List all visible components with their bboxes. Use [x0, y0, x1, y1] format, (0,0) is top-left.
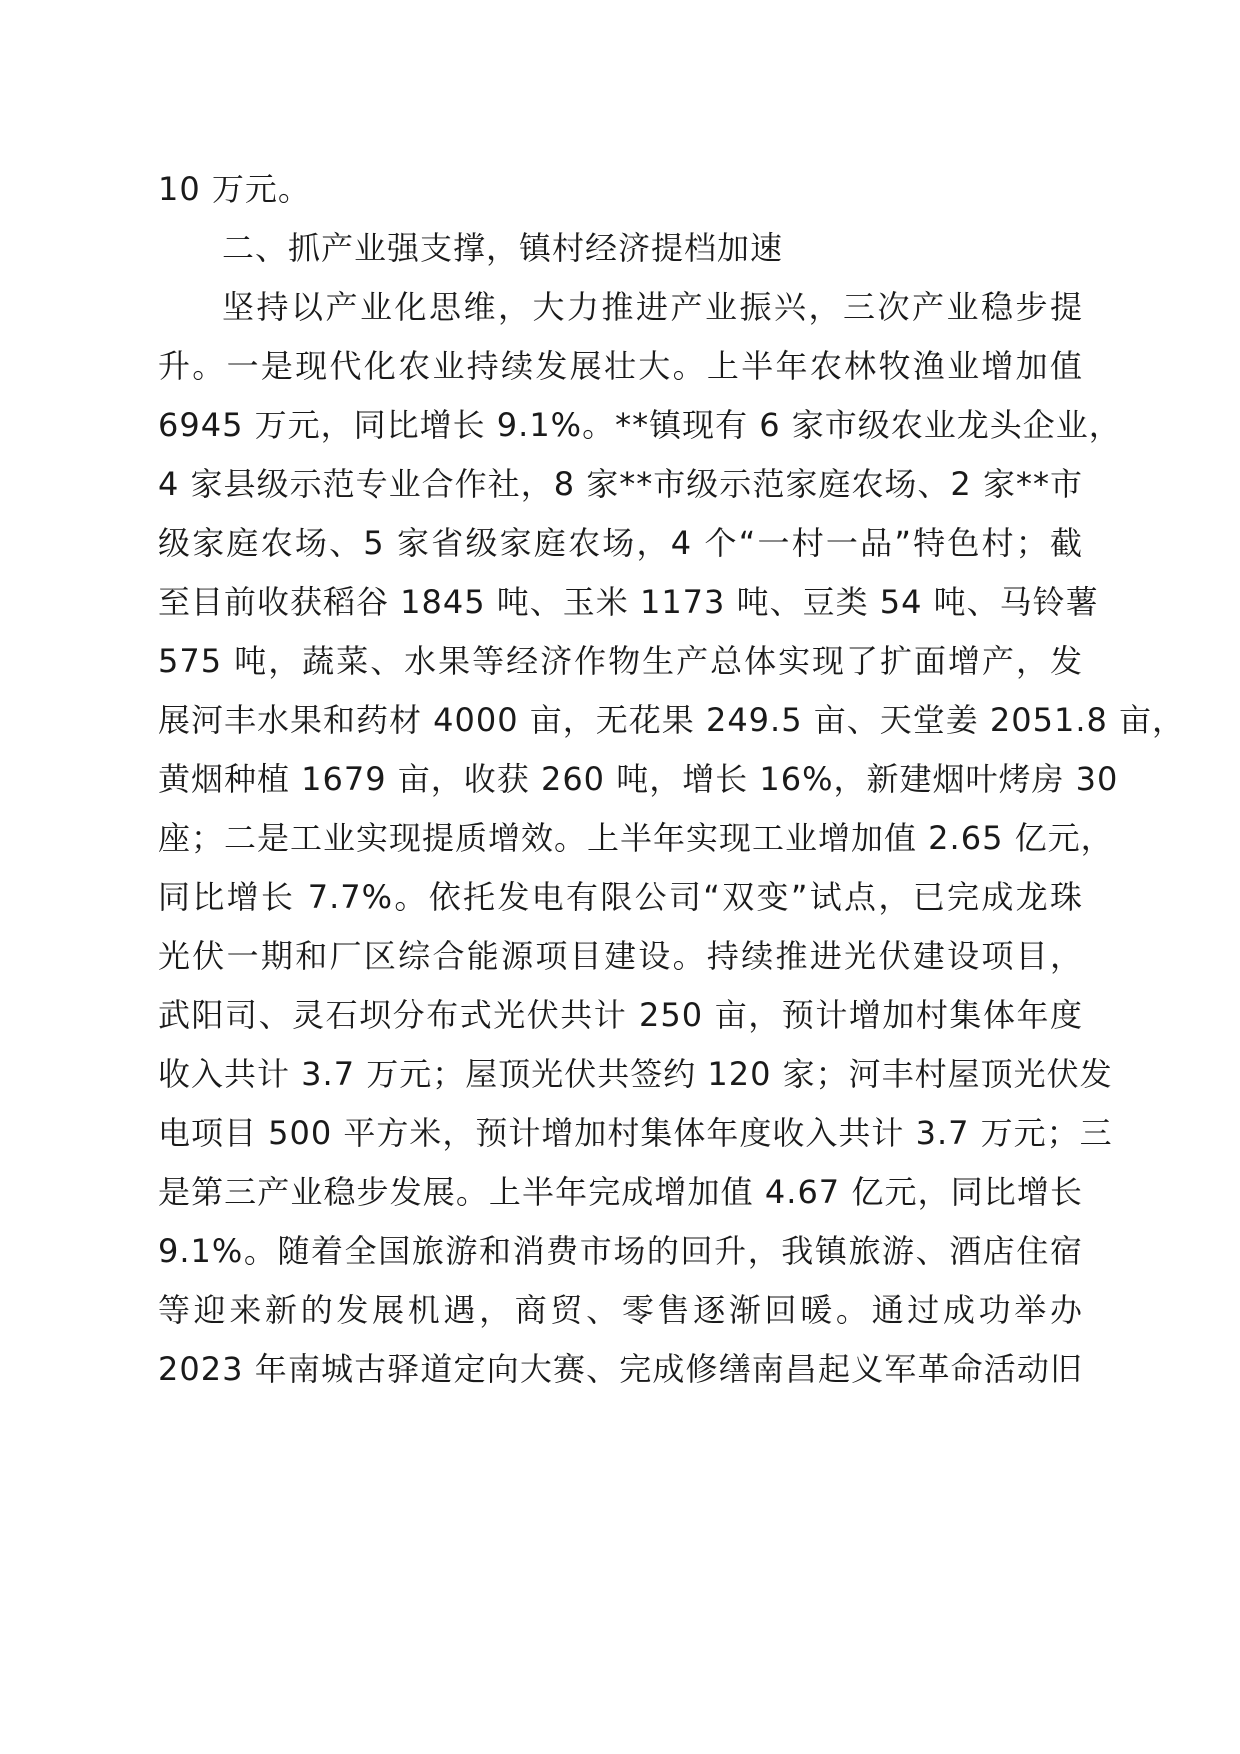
- text-line: 10 万元。: [158, 170, 311, 208]
- text-line: 9.1%。随着全国旅游和消费市场的回升，我镇旅游、酒店住宿: [158, 1232, 1083, 1270]
- text-line: 级家庭农场、5 家省级家庭农场，4 个“一村一品”特色村；截: [158, 524, 1083, 562]
- text-line: 575 吨，蔬菜、水果等经济作物生产总体实现了扩面增产，发: [158, 642, 1083, 680]
- text-line: 6945 万元，同比增长 9.1%。**镇现有 6 家市级农业龙头企业，: [158, 406, 1122, 444]
- text-line: 等迎来新的发展机遇，商贸、零售逐渐回暖。通过成功举办: [158, 1291, 1083, 1329]
- text-line: 光伏一期和厂区综合能源项目建设。持续推进光伏建设项目，: [158, 937, 1083, 975]
- text-line: 展河丰水果和药材 4000 亩，无花果 249.5 亩、天堂姜 2051.8 亩，: [158, 701, 1186, 739]
- text-line: 升。一是现代化农业持续发展壮大。上半年农林牧渔业增加值: [158, 347, 1083, 385]
- section-heading: 二、抓产业强支撑，镇村经济提档加速: [222, 229, 784, 267]
- text-line: 黄烟种植 1679 亩，收获 260 吨，增长 16%，新建烟叶烤房 30: [158, 760, 1119, 798]
- text-line: 坚持以产业化思维，大力推进产业振兴，三次产业稳步提: [222, 288, 1083, 326]
- text-line: 同比增长 7.7%。依托发电有限公司“双变”试点，已完成龙珠: [158, 878, 1083, 916]
- text-line: 电项目 500 平方米，预计增加村集体年度收入共计 3.7 万元；三: [158, 1114, 1113, 1152]
- text-line: 至目前收获稻谷 1845 吨、玉米 1173 吨、豆类 54 吨、马铃薯: [158, 583, 1099, 621]
- text-line: 4 家县级示范专业合作社，8 家**市级示范家庭农场、2 家**市: [158, 465, 1083, 503]
- text-line: 座；二是工业实现提质增效。上半年实现工业增加值 2.65 亿元，: [158, 819, 1114, 857]
- text-line: 收入共计 3.7 万元；屋顶光伏共签约 120 家；河丰村屋顶光伏发: [158, 1055, 1113, 1093]
- text-line: 2023 年南城古驿道定向大赛、完成修缮南昌起义军革命活动旧: [158, 1350, 1083, 1388]
- text-line: 武阳司、灵石坝分布式光伏共计 250 亩，预计增加村集体年度: [158, 996, 1083, 1034]
- text-line: 是第三产业稳步发展。上半年完成增加值 4.67 亿元，同比增长: [158, 1173, 1083, 1211]
